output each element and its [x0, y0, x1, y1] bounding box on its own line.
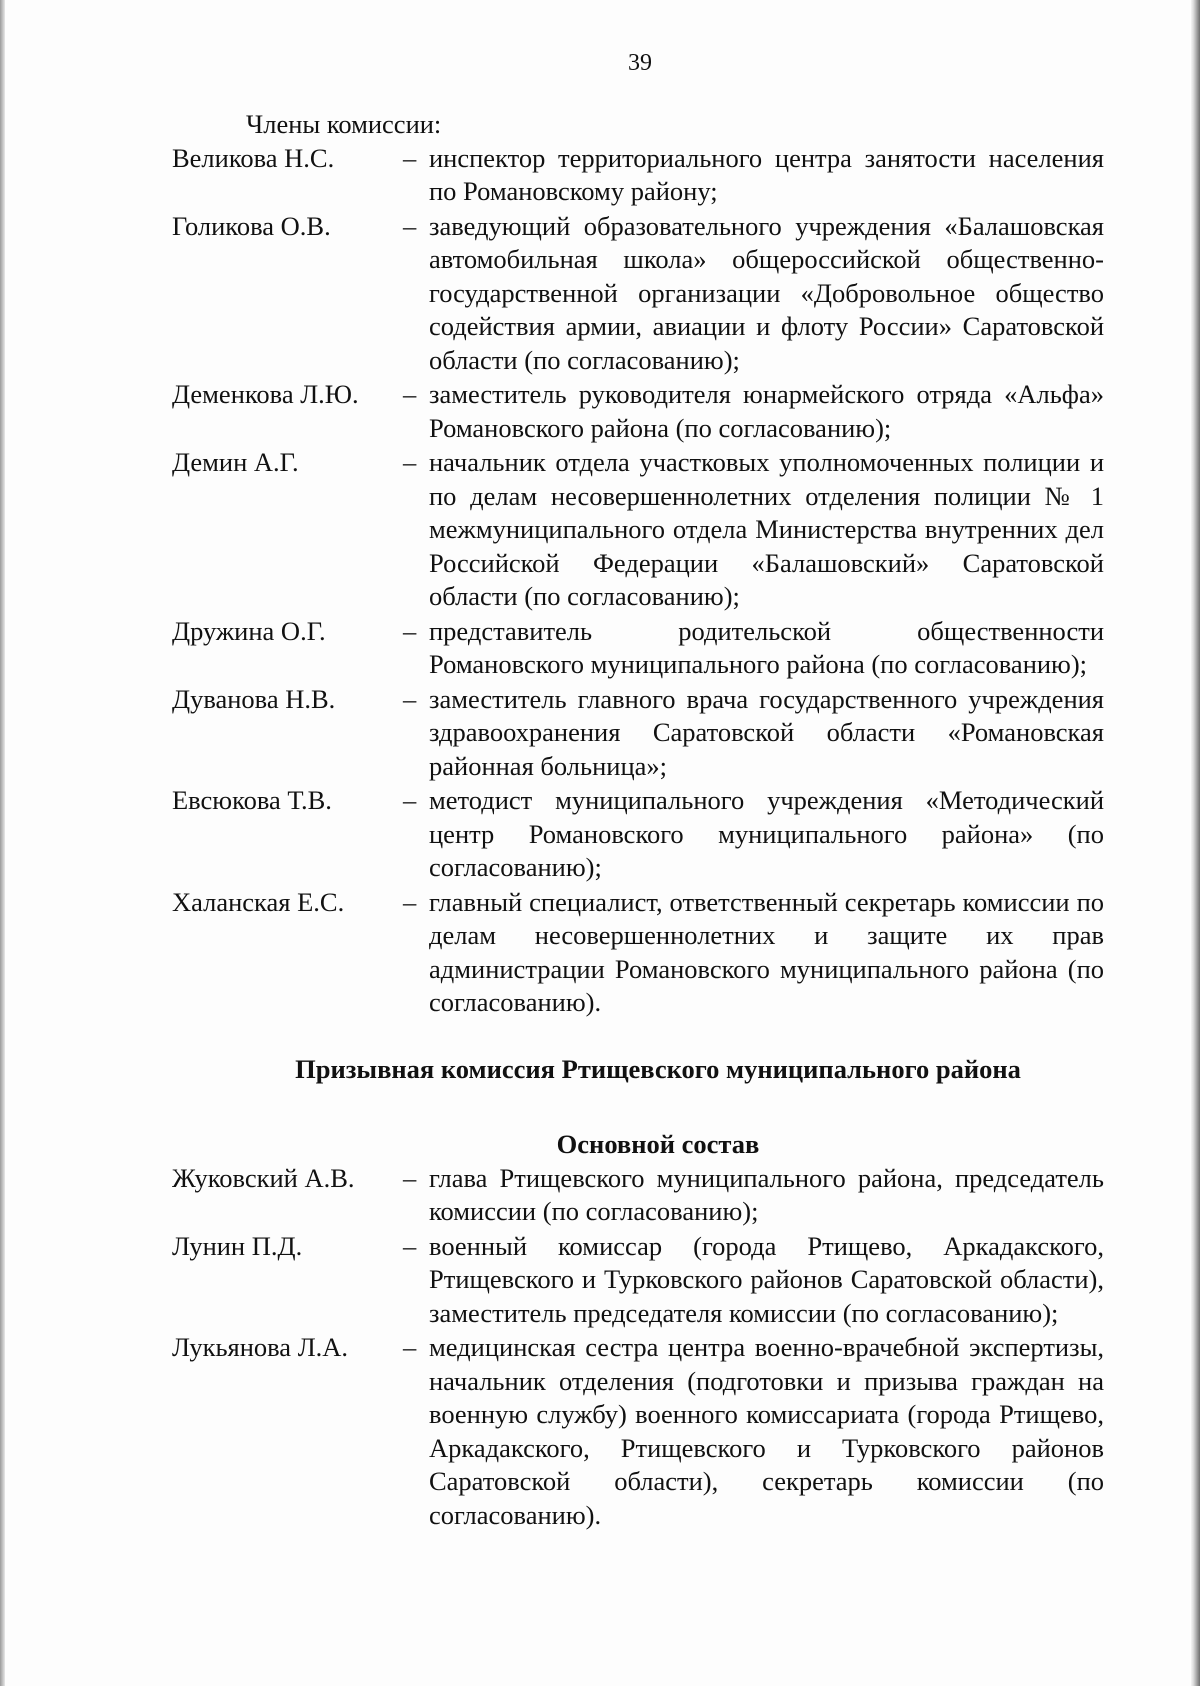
member-dash: –	[403, 1332, 417, 1362]
member-position: методист муниципального учреждения «Методический центр Романовского муниципального района» (по согласованию);	[429, 785, 1104, 882]
member-row	[172, 210, 1104, 378]
member-name: Жуковский А.В.	[172, 1162, 355, 1193]
member-row	[172, 1230, 1104, 1331]
member-position: представитель родительской общественности Романовского муниципального района (по согласованию);	[429, 615, 1104, 679]
member-row	[172, 683, 1104, 784]
member-name: Деменкова Л.Ю.	[172, 379, 359, 409]
member-position: военный комиссар (города Ртищево, Аркадакского, Ртищевского и Турковского районов Саратовской области), заместитель председателя комиссии (по согласованию);	[429, 1230, 1104, 1328]
member-dash: –	[403, 615, 417, 646]
member-row	[172, 446, 1104, 614]
member-name: Демин А.Г.	[172, 447, 299, 477]
member-name: Евсюкова Т.В.	[172, 785, 332, 815]
member-row	[172, 886, 1104, 1020]
member-row	[172, 378, 1104, 445]
scan-edge-left	[0, 0, 5, 1686]
section-title: Призывная комиссия Ртищевского муниципального района	[295, 1053, 1021, 1084]
main-members-list	[172, 1162, 1104, 1533]
document-body	[172, 108, 1104, 1533]
member-dash: –	[403, 1162, 417, 1193]
member-position: заместитель руководителя юнармейского отряда «Альфа» Романовского района (по согласованию);	[429, 379, 1104, 443]
member-position: глава Ртищевского муниципального района, председатель комиссии (по согласованию);	[429, 1162, 1104, 1226]
member-position: начальник отдела участковых уполномоченных полиции и по делам несовершеннолетних отделения полиции № 1 межмуниципального отдела Министерства внутренних дел Российской Федерации «Балашовский» Саратовской области (по согласованию);	[429, 447, 1104, 611]
member-name: Лунин П.Д.	[172, 1230, 303, 1261]
member-name: Голикова О.В.	[172, 210, 331, 241]
members-heading: Члены комиссии:	[246, 109, 442, 139]
member-position: медицинская сестра центра военно-врачебной экспертизы, начальник отделения (подготовки и призыва граждан на военную службу) военного комиссариата (города Ртищево, Аркадакского, Ртищевского и Турковского районов Саратовской области), секретарь комиссии (по согласованию).	[429, 1332, 1104, 1530]
member-row	[172, 142, 1104, 209]
member-position: заведующий образовательного учреждения «Балашовская автомобильная школа» общероссийской общественно-государственной организации «Добровольное общество содействия армии, авиации и флоту России» Саратовской области (по согласованию);	[429, 210, 1104, 375]
member-name: Халанская Е.С.	[172, 886, 345, 917]
member-row	[172, 784, 1104, 885]
member-dash: –	[403, 886, 417, 917]
member-name: Дружина О.Г.	[172, 615, 326, 646]
member-name: Лукьянова Л.А.	[172, 1332, 349, 1362]
member-dash: –	[403, 785, 417, 815]
member-dash: –	[403, 447, 417, 477]
composition-title: Основной состав	[556, 1129, 760, 1159]
member-dash: –	[403, 1230, 417, 1261]
scan-edge-right	[1191, 0, 1200, 1686]
member-dash: –	[403, 683, 417, 714]
member-position: инспектор территориального центра занятости населения по Романовскому району;	[429, 142, 1104, 206]
member-name: Великова Н.С.	[172, 142, 335, 173]
member-row	[172, 615, 1104, 682]
member-dash: –	[403, 210, 417, 241]
member-row	[172, 1331, 1104, 1532]
page-number: 39	[628, 50, 652, 76]
members-list	[172, 142, 1104, 1020]
member-dash: –	[403, 379, 417, 409]
member-position: заместитель главного врача государственного учреждения здравоохранения Саратовской области «Романовская районная больница»;	[429, 683, 1104, 781]
member-name: Дуванова Н.В.	[172, 683, 336, 714]
member-row	[172, 1162, 1104, 1229]
member-dash: –	[403, 142, 417, 173]
member-position: главный специалист, ответственный секретарь комиссии по делам несовершеннолетних и защите их прав администрации Романовского муниципального района (по согласованию).	[429, 886, 1104, 1017]
